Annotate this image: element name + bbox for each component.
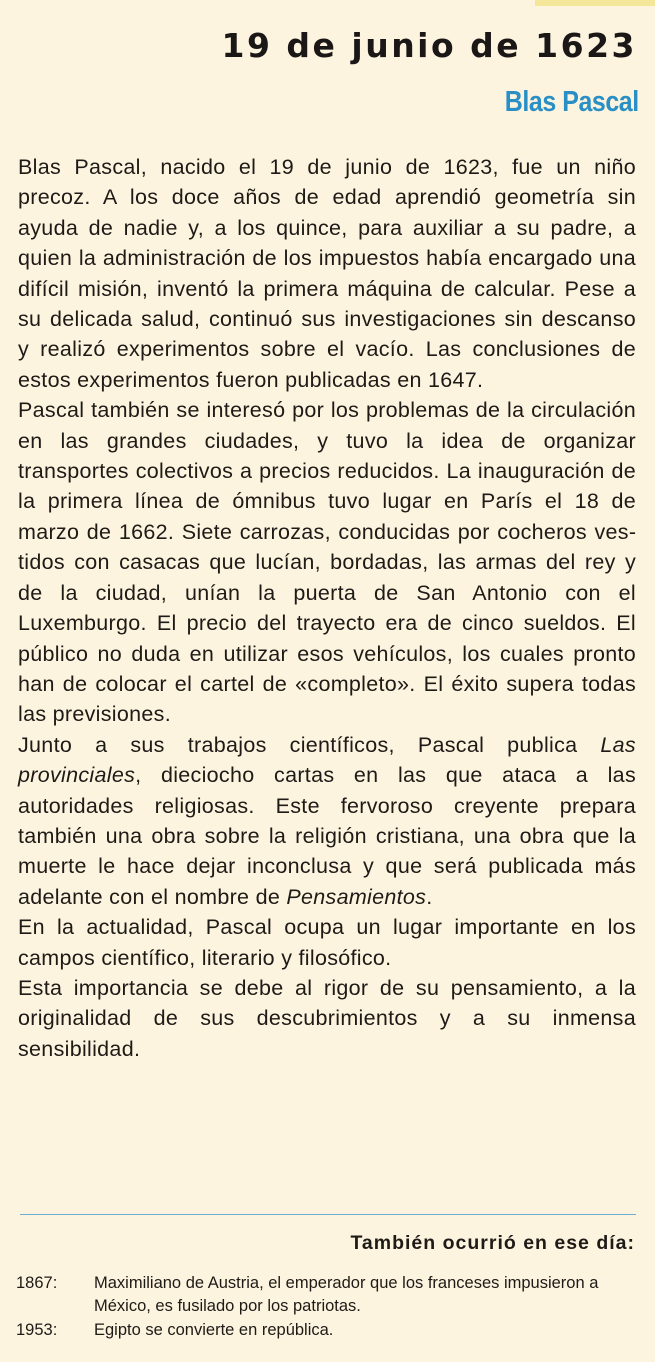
paragraph-1: Blas Pascal, nacido el 19 de junio de 1623, fue un niño precoz. A los doce años de edad aprendió geometría sin ayuda de nadie y, a los quince, para auxiliar a su padre, a quien la administración de los impuestos había encargado una difícil misión, inventó la primera máquina de calcular. Pese a su delicada salud, continuó sus investigaciones sin descanso y realizó experimentos sobre el vacío. Las conclusiones de estos experimentos fueron publicadas en 1647. <box>18 155 636 392</box>
book-title-pensamientos: Pensamientos <box>286 884 427 909</box>
paragraph-5: Esta importancia se debe al rigor de su pensamiento, a la originalidad de sus descubrimientos y a su inmensa sensibilidad. <box>18 975 636 1061</box>
section-divider <box>20 1214 636 1215</box>
paragraph-3 <box>18 730 636 912</box>
article-body <box>18 152 636 1064</box>
event-description: Maximiliano de Austria, el emperador que los franceses impusieron a México, es fusilado por los patriotas. <box>94 1274 599 1315</box>
event-year: 1953: <box>16 1321 58 1339</box>
events-list <box>16 1272 636 1343</box>
paragraph-3-start: Junto a sus trabajos científicos, Pascal publica <box>18 732 601 757</box>
corner-highlight <box>535 0 655 6</box>
also-happened-heading: También ocurrió en ese día: <box>350 1232 635 1254</box>
event-item <box>16 1272 636 1318</box>
subject-name: Blas Pascal <box>505 86 639 118</box>
event-year: 1867: <box>16 1274 58 1292</box>
event-item <box>16 1319 636 1342</box>
event-description: Egipto se convierte en república. <box>94 1321 334 1339</box>
paragraph-4: En la actualidad, Pascal ocupa un lugar importante en los campos científico, literario y filosófico. <box>18 915 636 970</box>
paragraph-3-end: . <box>426 884 433 909</box>
paragraph-2: Pascal también se interesó por los problemas de la circulación en las grandes ciudades, y tuvo la idea de organizar transportes colectivos a precios reducidos. La inauguración de la primera línea de ómnibus tuvo lugar en París el 18 de marzo de 1662. Siete carrozas, conducidas por cocheros vestidos con casacas que lucían, bordadas, las armas del rey y de la ciudad, unían la puerta de San Antonio con el Luxemburgo. El precio del trayecto era de cinco sueldos. El público no duda en utilizar esos vehículos, los cuales pronto han de colocar el cartel de «completo». El éxito supera todas las previsiones. <box>18 398 636 727</box>
paragraph-3-middle: , dieciocho cartas en las que ataca a las autoridades religiosas. Este fervoroso creyente prepara también una obra sobre la religión cristiana, una obra que la muerte le hace dejar inconclusa y que será publicada más adelante con el nombre de <box>18 763 636 909</box>
page-date-title: 19 de junio de 1623 <box>221 26 637 65</box>
book-title-provinciales: Las provinciales <box>18 732 636 788</box>
